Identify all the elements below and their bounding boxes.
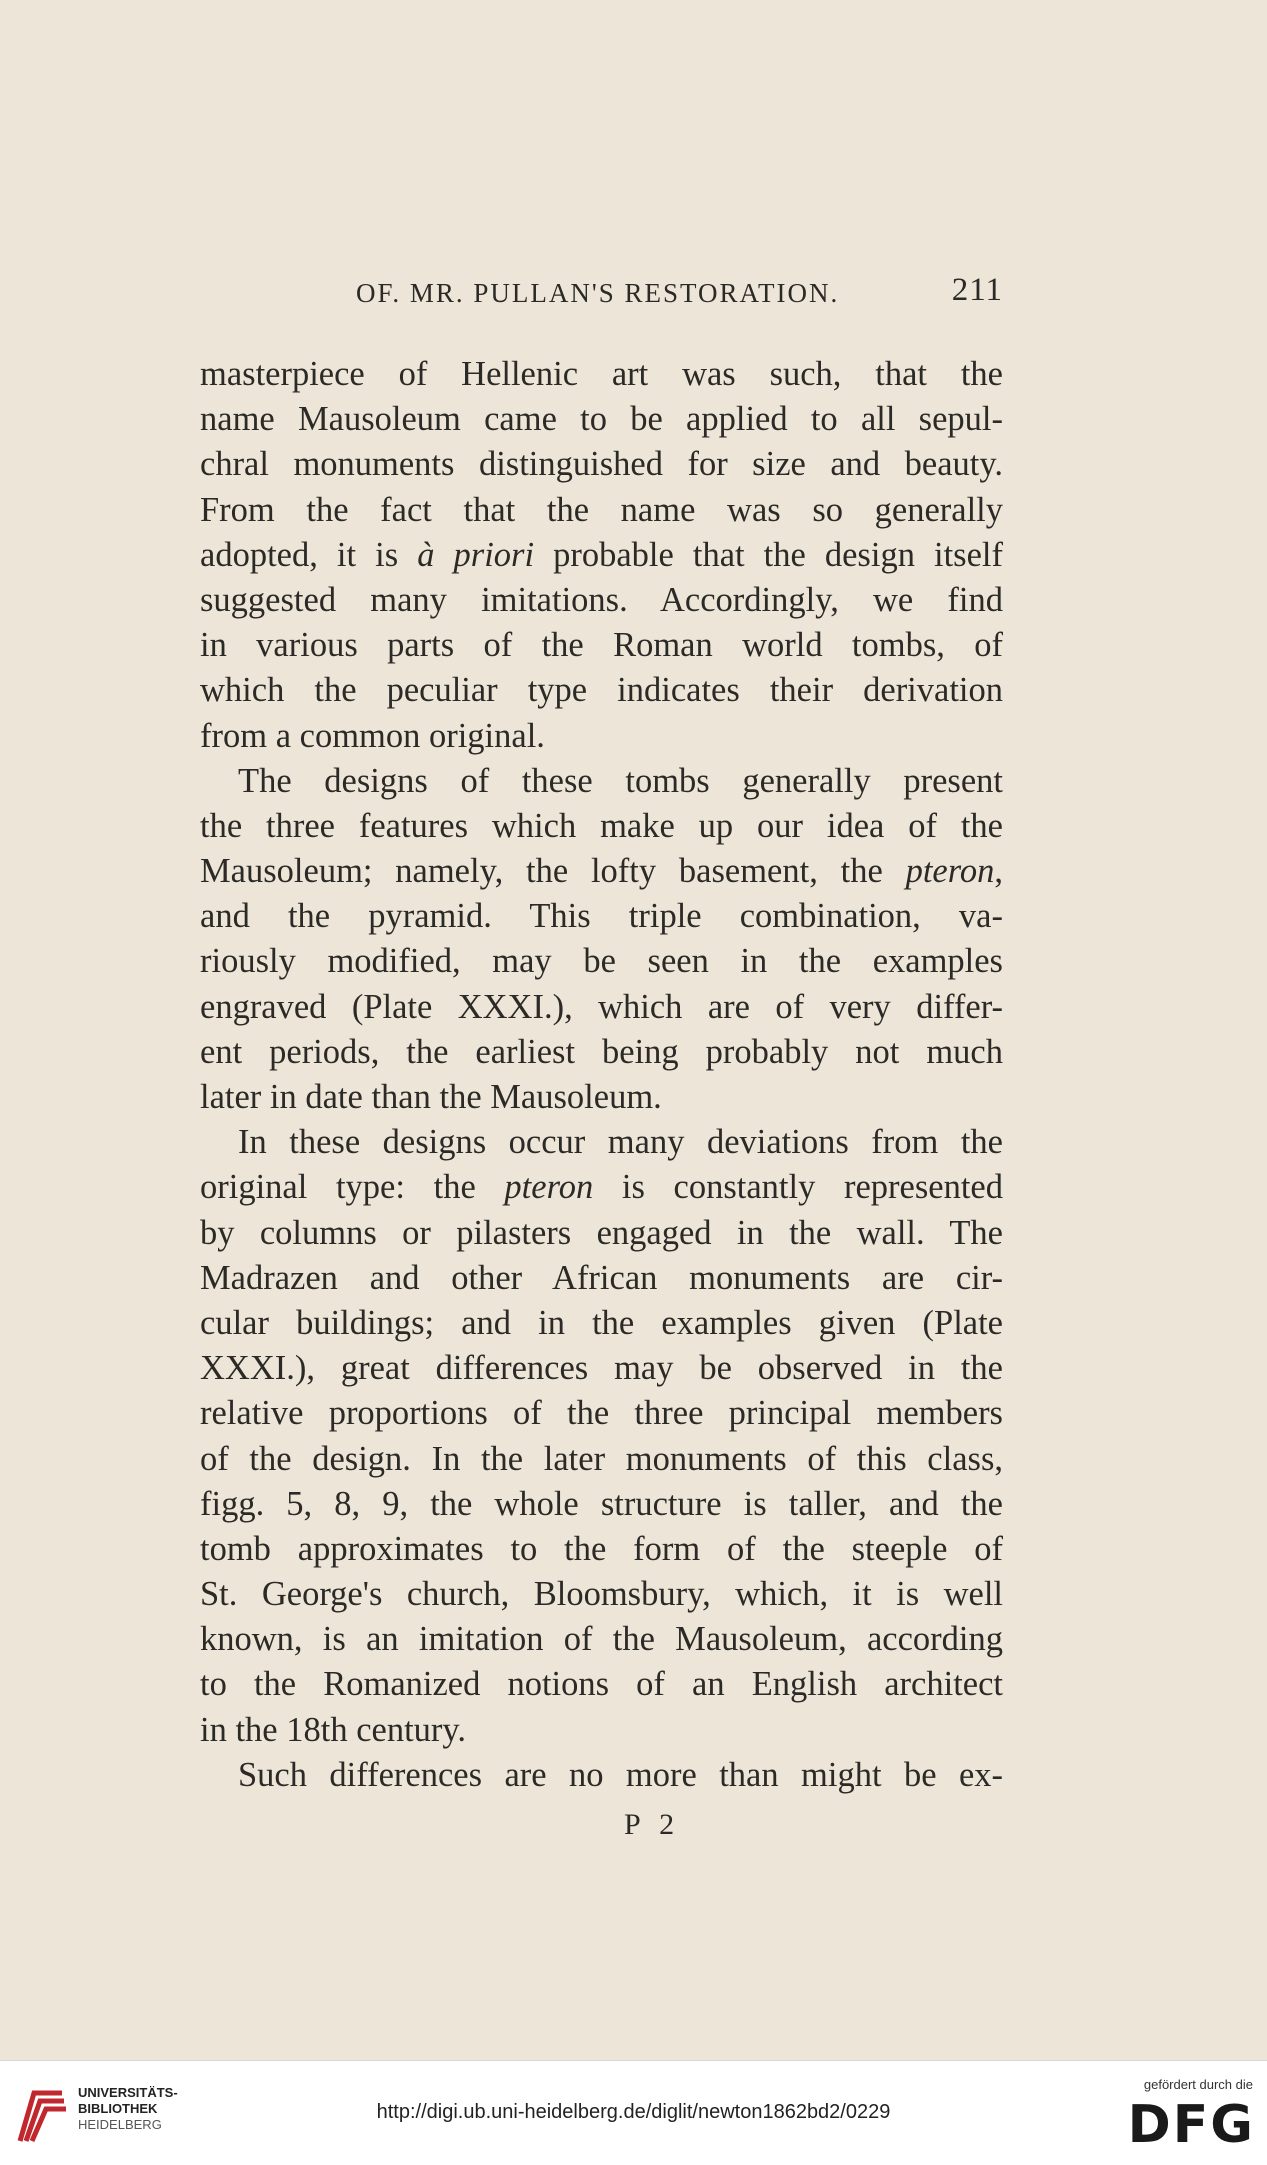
institution-line: BIBLIOTHEK bbox=[78, 2101, 158, 2116]
text-line: and the pyramid. This triple combination, va- bbox=[200, 897, 1003, 936]
text-line: later in date than the Mausoleum. bbox=[200, 1078, 662, 1116]
footer-bar bbox=[0, 2060, 1267, 2165]
running-head bbox=[200, 272, 1003, 318]
text-line: ent periods, the earliest being probably not much bbox=[200, 1032, 1003, 1071]
page-number: 211 bbox=[951, 272, 1003, 308]
text-line: to the Romanized notions of an English architect bbox=[200, 1665, 1003, 1704]
text-line: in the 18th century. bbox=[200, 1710, 467, 1749]
text-line: by columns or pilasters engaged in the wall. The bbox=[200, 1213, 1003, 1252]
text-line: in various parts of the Roman world tombs, of bbox=[200, 626, 1003, 665]
dfg-logo: DFG bbox=[1127, 2095, 1255, 2155]
text-line: name Mausoleum came to be applied to all sepul- bbox=[200, 400, 1003, 439]
text-line: chral monuments distinguished for size and beauty. bbox=[200, 445, 1003, 484]
text-line: XXXI.), great differences may be observed in the bbox=[200, 1349, 1003, 1388]
funding-caption: gefördert durch die bbox=[1143, 2077, 1253, 2092]
text-line: from a common original. bbox=[200, 716, 545, 755]
signature-mark: P 2 bbox=[624, 1808, 681, 1841]
text-line: known, is an imitation of the Mausoleum, according bbox=[200, 1620, 1003, 1659]
text-line: adopted, it is à priori probable that the design itself bbox=[200, 535, 1003, 574]
text-line: St. George's church, Bloomsbury, which, it is well bbox=[200, 1575, 1003, 1614]
text-line: relative proportions of the three principal members bbox=[200, 1394, 1003, 1433]
text-line: figg. 5, 8, 9, the whole structure is taller, and the bbox=[200, 1484, 1003, 1523]
text-line: original type: the pteron is constantly represented bbox=[200, 1168, 1003, 1207]
text-line: tomb approximates to the form of the steeple of bbox=[200, 1529, 1003, 1568]
text-line: of the design. In the later monuments of this class, bbox=[200, 1439, 1003, 1478]
text-line: Such differences are no more than might be ex- bbox=[238, 1755, 1003, 1794]
text-line: Madrazen and other African monuments are cir- bbox=[200, 1258, 1003, 1297]
institution-line: UNIVERSITÄTS- bbox=[78, 2085, 178, 2100]
text-line: masterpiece of Hellenic art was such, that the bbox=[200, 355, 1003, 393]
text-line: which the peculiar type indicates their derivation bbox=[200, 671, 1003, 710]
text-line: cular buildings; and in the examples given (Plate bbox=[200, 1303, 1003, 1342]
body-text bbox=[200, 352, 1003, 1798]
text-line: Mausoleum; namely, the lofty basement, the pteron, bbox=[200, 852, 1003, 891]
text-line: engraved (Plate XXXI.), which are of very differ- bbox=[200, 987, 1003, 1026]
text-line: suggested many imitations. Accordingly, we find bbox=[200, 580, 1003, 619]
text-line: The designs of these tombs generally present bbox=[238, 761, 1003, 800]
text-line: the three features which make up our idea of the bbox=[200, 806, 1003, 845]
permalink-url[interactable]: http://digi.ub.uni-heidelberg.de/diglit/newton1862bd2/0229 bbox=[376, 2101, 891, 2123]
institution-line: HEIDELBERG bbox=[78, 2117, 162, 2132]
running-head-title: OF. MR. PULLAN'S RESTORATION. bbox=[356, 278, 840, 308]
text-line: riously modified, may be seen in the examples bbox=[200, 942, 1003, 981]
text-line: From the fact that the name was so generally bbox=[200, 490, 1003, 529]
text-line: In these designs occur many deviations from the bbox=[238, 1123, 1003, 1162]
